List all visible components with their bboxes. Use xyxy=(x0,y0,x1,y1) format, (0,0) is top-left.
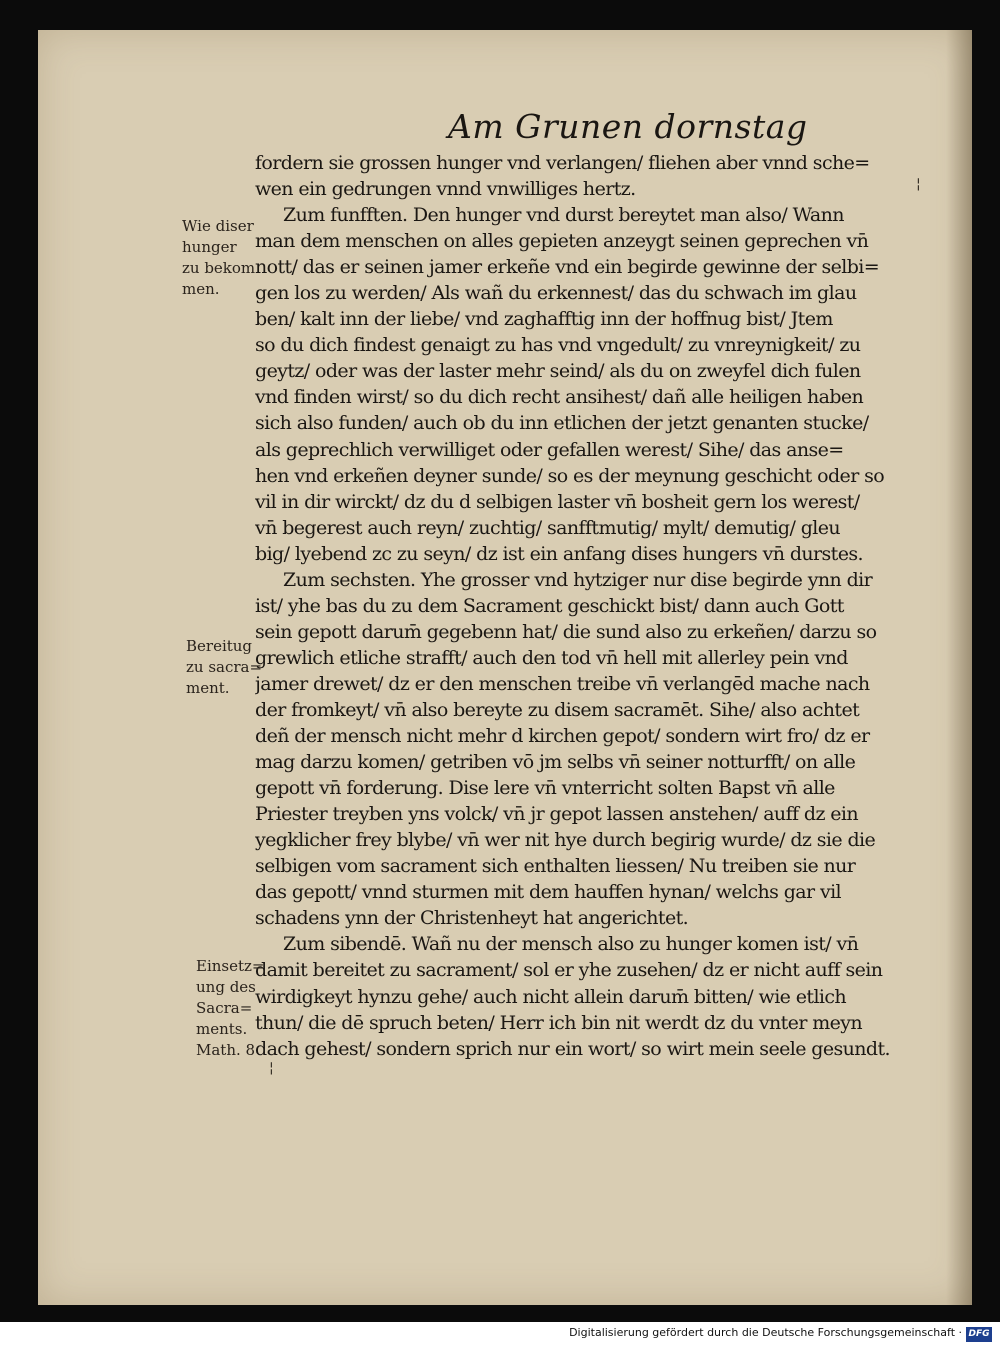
text-line: nott/ das er seinen jamer erkeñe vnd ein begirde gewinne der selbi= xyxy=(255,256,880,279)
text-line: big/ lyebend zc zu seyn/ dz ist ein anfang dises hungers vn̄ durstes. xyxy=(255,542,863,565)
margin-note-line: men. xyxy=(182,280,220,298)
margin-note-line: hunger xyxy=(182,238,237,256)
text-line: gepott vn̄ forderung. Dise lere vn̄ vnterricht solten Bapst vn̄ alle xyxy=(255,777,835,800)
margin-note-line: zu bekom xyxy=(182,259,256,277)
text-line: als geprechlich verwilliget oder gefallen werest/ Sihe/ das anse= xyxy=(255,438,844,461)
text-line: wen ein gedrungen vnnd vnwilliges hertz. xyxy=(255,178,636,201)
margin-note-line: Bereitug xyxy=(186,637,253,655)
text-line: selbigen vom sacrament sich enthalten liessen/ Nu treiben sie nur xyxy=(255,855,856,878)
margin-note-line: ments. xyxy=(196,1020,248,1038)
text-line: das gepott/ vnnd sturmen mit dem hauffen hynan/ welchs gar vil xyxy=(255,881,842,904)
margin-note-line: Math. 8 xyxy=(196,1041,256,1059)
text-line: man dem menschen on alles gepieten anzeygt seinen geprechen vn̄ xyxy=(255,230,869,253)
margin-note-line: Sacra= xyxy=(196,999,253,1017)
margin-note-line: Einsetz= xyxy=(196,957,265,975)
text-line: mag darzu komen/ getriben vō jm selbs vn̄ seiner notturfft/ on alle xyxy=(255,751,856,774)
margin-note-line: zu sacra= xyxy=(186,658,263,676)
text-line: gen los zu werden/ Als wañ du erkennest/ das du schwach im glau xyxy=(255,282,857,305)
dfg-logo: DFG xyxy=(966,1327,992,1342)
text-line: hen vnd erkeñen deyner sunde/ so es der meynung geschicht oder so xyxy=(255,464,885,487)
margin-note-bereitung xyxy=(186,636,264,699)
text-line: fordern sie grossen hunger vnd verlangen/ fliehen aber vnnd sche= xyxy=(255,152,870,174)
text-line: damit bereitet zu sacrament/ sol er yhe zusehen/ dz er nicht auff sein xyxy=(255,959,883,982)
running-head: Am Grunen dornstag xyxy=(448,107,808,146)
margin-note-line: ment. xyxy=(186,679,230,697)
text-line: vn̄ begerest auch reyn/ zuchtig/ sanfftmutig/ mylt/ demutig/ gleu xyxy=(255,516,841,539)
page-edge-shadow xyxy=(946,30,972,1305)
funding-credit: Digitalisierung gefördert durch die Deutsche Forschungsgemeinschaft · xyxy=(569,1326,962,1339)
text-line: jamer drewet/ dz er den menschen treibe vn̄ verlangēd mache nach xyxy=(255,672,870,695)
text-line: Zum funfften. Den hunger vnd durst bereytet man also/ Wann xyxy=(283,204,844,227)
text-line: yegklicher frey blybe/ vn̄ wer nit hye durch begirig wurde/ dz sie die xyxy=(255,829,876,852)
text-line: der fromkeyt/ vn̄ also bereyte zu disem sacramēt. Sihe/ also achtet xyxy=(255,698,860,721)
text-line: sich also funden/ auch ob du inn etlichen der jetzt genanten stucke/ xyxy=(255,412,869,435)
text-line: dach gehest/ sondern sprich nur ein wort/ so wirt mein seele gesundt. xyxy=(255,1037,890,1060)
text-line: Zum sibendē. Wañ nu der mensch also zu hunger komen ist/ vn̄ xyxy=(283,933,859,956)
text-line: wirdigkeyt hynzu gehe/ auch nicht allein darum̄ bitten/ wie etlich xyxy=(255,985,847,1008)
margin-note-line: Wie diser xyxy=(182,217,254,235)
text-line: deñ der mensch nicht mehr d kirchen gepot/ sondern wirt fro/ dz er xyxy=(255,725,870,748)
text-line: schadens ynn der Christenheyt hat angerichtet. xyxy=(255,907,689,930)
margin-note-line: ung des xyxy=(196,978,256,996)
margin-note-hunger xyxy=(182,216,260,300)
text-line: Priester treyben yns volck/ vn̄ jr gepot lassen anstehen/ auff dz ein xyxy=(255,803,859,826)
text-line: sein gepott darum̄ gegebenn hat/ die sund also zu erkeñen/ darzu so xyxy=(255,620,877,643)
stray-mark: ¦ xyxy=(269,1060,274,1076)
margin-note-einsetzung xyxy=(196,956,274,1061)
text-line: geytz/ oder was der laster mehr seind/ als du on zweyfel dich fulen xyxy=(255,360,861,383)
text-line: ist/ yhe bas du zu dem Sacrament geschickt bist/ dann auch Gott xyxy=(255,594,844,617)
stray-mark: ¦ xyxy=(916,176,921,192)
text-line: thun/ die dē spruch beten/ Herr ich bin nit werdt dz du vnter meyn xyxy=(255,1011,863,1034)
body-text xyxy=(255,150,945,1062)
text-line: Zum sechsten. Yhe grosser vnd hytziger nur dise begirde ynn dir xyxy=(283,568,873,591)
text-line: ben/ kalt inn der liebe/ vnd zaghafftig inn der hoffnug bist/ Jtem xyxy=(255,308,833,331)
text-line: vnd finden wirst/ so du dich recht ansihest/ dañ alle heiligen haben xyxy=(255,386,864,409)
footer-bar xyxy=(0,1322,1000,1349)
text-line: grewlich etliche strafft/ auch den tod vn̄ hell mit allerley pein vnd xyxy=(255,646,848,669)
text-line: vil in dir wirckt/ dz du d selbigen laster vn̄ bosheit gern los werest/ xyxy=(255,490,860,513)
text-line: so du dich findest genaigt zu has vnd vngedult/ zu vnreynigkeit/ zu xyxy=(255,334,861,357)
